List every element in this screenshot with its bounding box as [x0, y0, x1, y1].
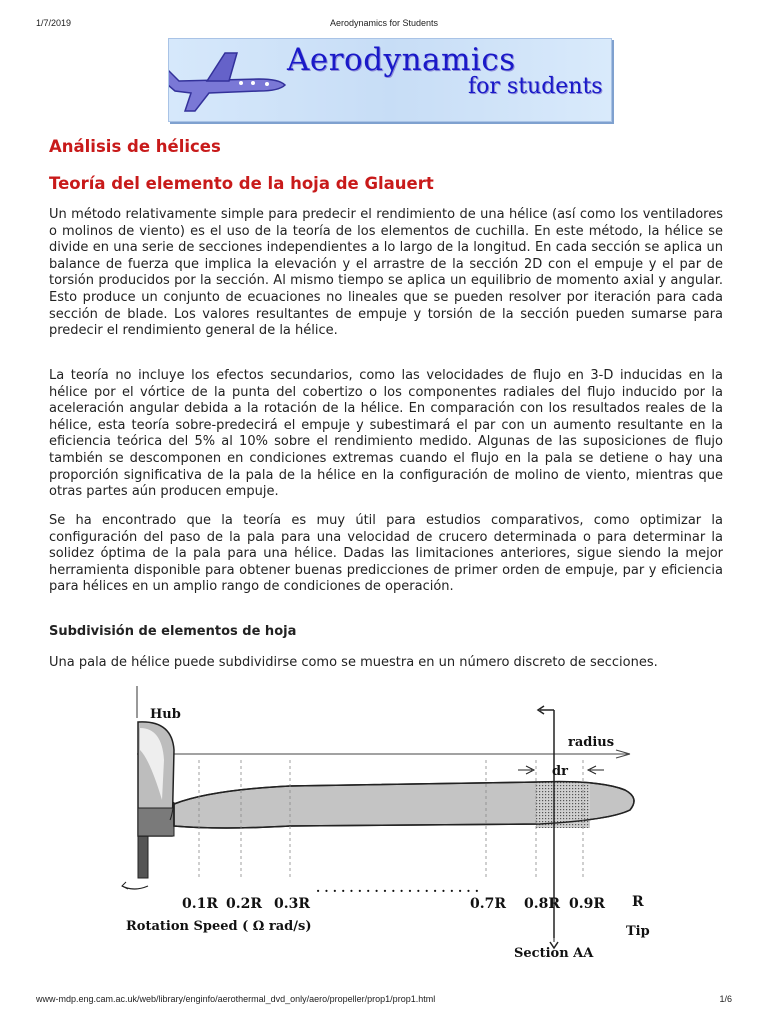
- section-title: Teoría del elemento de la hoja de Glauert: [49, 174, 434, 193]
- hub-label: Hub: [150, 707, 181, 722]
- paragraph-usefulness: Se ha encontrado que la teoría es muy útil para estudios comparativos, como optimizar la configuración del paso de la pala para una velocidad de crucero determinada o para determinar la solidez óptima de la pala para una hélice. Dadas las limitaciones anteriores, sigue siendo la mejor herramienta disponible para obtener buenas predicciones de primer orden de empuje, par y eficiencia para hélices en un amplio rango de condiciones de operación.: [49, 513, 723, 595]
- tip-label: Tip: [626, 924, 650, 939]
- print-title: Aerodynamics for Students: [329, 18, 439, 28]
- station-label-0.8R: 0.8R: [524, 896, 560, 912]
- section-aa-label: Section AA: [514, 946, 594, 961]
- paragraph-subdivision: Una pala de hélice puede subdividirse como se muestra en un número discreto de secciones.: [49, 655, 658, 670]
- print-date: 1/7/2019: [36, 18, 72, 28]
- page-url: www-mdp.eng.cam.ac.uk/web/library/enginfo/aerothermal_dvd_only/aero/propeller/prop1/prop1.html: [36, 994, 436, 1004]
- dr-label: dr: [552, 764, 568, 779]
- blade-element-diagram: [110, 680, 670, 970]
- station-label-0.9R: 0.9R: [569, 896, 605, 912]
- station-label-0.1R: 0.1R: [182, 896, 218, 912]
- hub-base: [138, 808, 174, 836]
- paragraph-limitations: La teoría no incluye los efectos secundarios, como las velocidades de flujo en 3-D inducidas en la hélice por el vórtice de la punta del cobertizo o los componentes radiales del flujo inducido por la aceleración angular debida a la rotación de la hélice. En comparación con los resultados reales de la hélice, esta teoría sobre-predecirá el empuje y subestimará el par con un aumento resultante en la eficiencia teórica del 5% al 10% sobre el rendimiento medido. Algunas de las suposiciones de flujo también se descomponen en condiciones extremas cuando el flujo en la pala se detiene o hay una proporción significativa de la pala de la hélice en la configuración de molino de viento, mientras que otras partes aún producen empuje.: [49, 368, 723, 500]
- brand-title: Aerodynamics: [287, 42, 516, 78]
- radius-label: radius: [568, 735, 615, 750]
- paragraph-intro: Un método relativamente simple para predecir el rendimiento de una hélice (así como los ventiladores o molinos de viento) es el uso de la teoría de los elementos de cuchilla. En este método, la hélice se divide en una serie de secciones independientes a lo largo de la longitud. En cada sección se aplica un balance de fuerza que implica la elevación y el arrastre de la sección 2D con el empuje y el par de torsión producidos por la sección. Al mismo tiempo se aplica un equilibrio de momento axial y angular. Esto produce un conjunto de ecuaciones no lineales que se pueden resolver por iteración para cada sección de blade. Los valores resultantes de empuje y torsión de la sección pueden sumarse para predecir el rendimiento general de la hélice.: [49, 207, 723, 339]
- station-label-0.3R: 0.3R: [274, 896, 310, 912]
- station-label-R: R: [632, 894, 644, 910]
- page-number: 1/6: [719, 994, 732, 1004]
- brand-subtitle: for students: [468, 74, 603, 99]
- subsection-title: Subdivisión de elementos de hoja: [49, 624, 297, 639]
- station-ellipsis: . . . . . . . . . . . . . . . . . . . .: [316, 881, 479, 895]
- rotation-speed-label: Rotation Speed ( Ω rad/s): [126, 919, 312, 934]
- station-label-0.2R: 0.2R: [226, 896, 262, 912]
- station-label-0.7R: 0.7R: [470, 896, 506, 912]
- airplane-icon: [168, 45, 293, 115]
- page-title: Análisis de hélices: [49, 137, 221, 156]
